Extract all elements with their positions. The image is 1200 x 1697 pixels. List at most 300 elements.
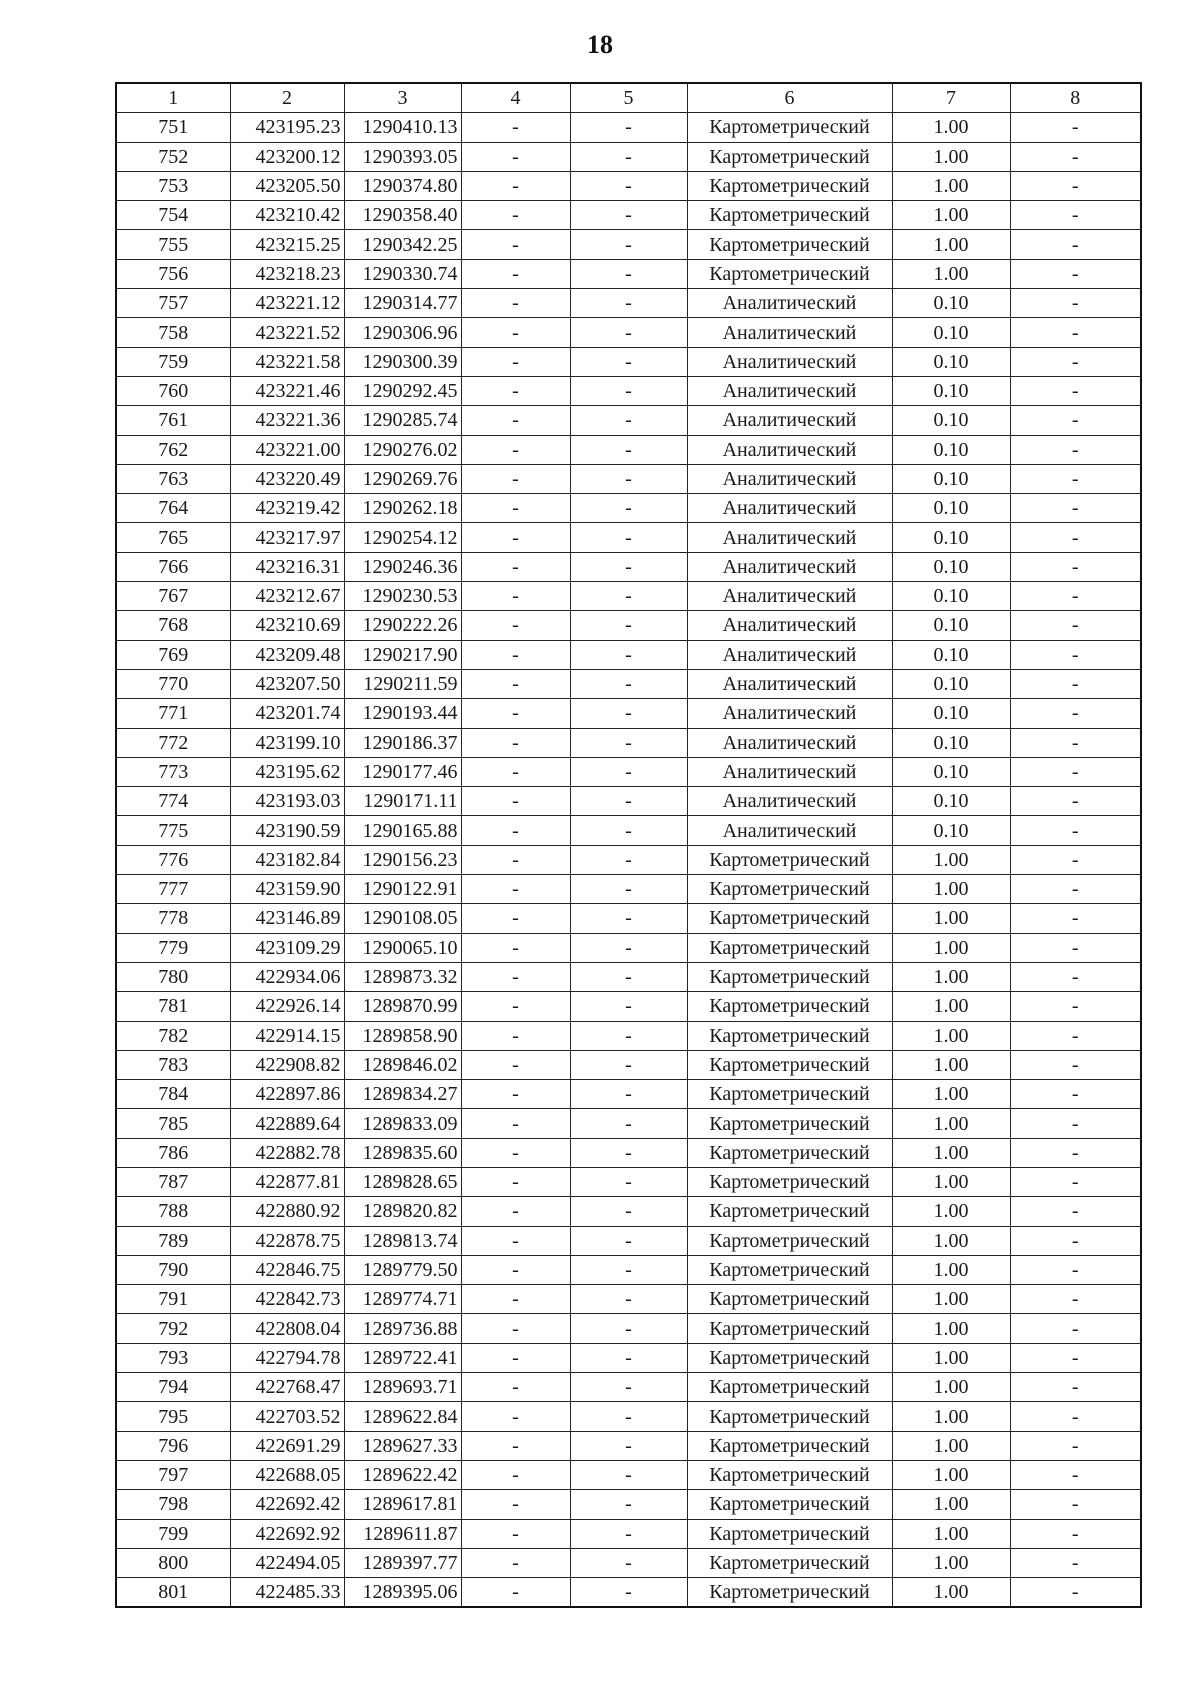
point-number-cell: 797 <box>116 1460 230 1489</box>
col4-cell: - <box>461 582 570 611</box>
col8-cell: - <box>1010 992 1141 1021</box>
accuracy-cell: 1.00 <box>892 1343 1010 1372</box>
method-cell: Картометрический <box>687 142 892 171</box>
col5-cell: - <box>570 1167 687 1196</box>
point-number-cell: 765 <box>116 523 230 552</box>
method-cell: Картометрический <box>687 962 892 991</box>
point-number-cell: 786 <box>116 1138 230 1167</box>
col8-cell: - <box>1010 523 1141 552</box>
accuracy-cell: 1.00 <box>892 1167 1010 1196</box>
col5-cell: - <box>570 494 687 523</box>
table-row <box>116 1080 1141 1109</box>
y-coordinate-cell: 1289834.27 <box>344 1080 461 1109</box>
col5-cell: - <box>570 1373 687 1402</box>
col5-cell: - <box>570 376 687 405</box>
column-header: 1 <box>116 83 230 113</box>
method-cell: Картометрический <box>687 1548 892 1577</box>
y-coordinate-cell: 1290156.23 <box>344 845 461 874</box>
col5-cell: - <box>570 582 687 611</box>
column-header: 2 <box>230 83 344 113</box>
x-coordinate-cell: 423219.42 <box>230 494 344 523</box>
method-cell: Картометрический <box>687 1431 892 1460</box>
accuracy-cell: 1.00 <box>892 1519 1010 1548</box>
col5-cell: - <box>570 787 687 816</box>
col5-cell: - <box>570 464 687 493</box>
col5-cell: - <box>570 113 687 142</box>
accuracy-cell: 1.00 <box>892 1021 1010 1050</box>
x-coordinate-cell: 423221.00 <box>230 435 344 464</box>
col4-cell: - <box>461 494 570 523</box>
col4-cell: - <box>461 1314 570 1343</box>
x-coordinate-cell: 422688.05 <box>230 1460 344 1489</box>
col8-cell: - <box>1010 787 1141 816</box>
accuracy-cell: 0.10 <box>892 376 1010 405</box>
point-number-cell: 795 <box>116 1402 230 1431</box>
method-cell: Картометрический <box>687 1285 892 1314</box>
table-row <box>116 552 1141 581</box>
table-row <box>116 201 1141 230</box>
point-number-cell: 770 <box>116 669 230 698</box>
col8-cell: - <box>1010 318 1141 347</box>
y-coordinate-cell: 1290246.36 <box>344 552 461 581</box>
col8-cell: - <box>1010 289 1141 318</box>
method-cell: Аналитический <box>687 318 892 347</box>
table-row <box>116 875 1141 904</box>
table-row <box>116 1402 1141 1431</box>
col4-cell: - <box>461 669 570 698</box>
point-number-cell: 780 <box>116 962 230 991</box>
col8-cell: - <box>1010 1021 1141 1050</box>
col5-cell: - <box>570 318 687 347</box>
col8-cell: - <box>1010 347 1141 376</box>
x-coordinate-cell: 422691.29 <box>230 1431 344 1460</box>
point-number-cell: 773 <box>116 757 230 786</box>
col8-cell: - <box>1010 1080 1141 1109</box>
y-coordinate-cell: 1290300.39 <box>344 347 461 376</box>
table-row <box>116 494 1141 523</box>
table-row <box>116 1138 1141 1167</box>
point-number-cell: 800 <box>116 1548 230 1577</box>
x-coordinate-cell: 423199.10 <box>230 728 344 757</box>
point-number-cell: 777 <box>116 875 230 904</box>
column-header: 8 <box>1010 83 1141 113</box>
y-coordinate-cell: 1290165.88 <box>344 816 461 845</box>
method-cell: Картометрический <box>687 1226 892 1255</box>
method-cell: Картометрический <box>687 1373 892 1402</box>
x-coordinate-cell: 422882.78 <box>230 1138 344 1167</box>
col8-cell: - <box>1010 1431 1141 1460</box>
x-coordinate-cell: 423146.89 <box>230 904 344 933</box>
col4-cell: - <box>461 1460 570 1489</box>
x-coordinate-cell: 423195.23 <box>230 113 344 142</box>
y-coordinate-cell: 1290217.90 <box>344 640 461 669</box>
col4-cell: - <box>461 201 570 230</box>
table-row <box>116 376 1141 405</box>
col5-cell: - <box>570 1490 687 1519</box>
col4-cell: - <box>461 406 570 435</box>
method-cell: Картометрический <box>687 1460 892 1489</box>
col8-cell: - <box>1010 582 1141 611</box>
accuracy-cell: 1.00 <box>892 962 1010 991</box>
col5-cell: - <box>570 1197 687 1226</box>
x-coordinate-cell: 423218.23 <box>230 259 344 288</box>
col5-cell: - <box>570 757 687 786</box>
col4-cell: - <box>461 1519 570 1548</box>
point-number-cell: 774 <box>116 787 230 816</box>
accuracy-cell: 1.00 <box>892 1460 1010 1489</box>
col4-cell: - <box>461 1285 570 1314</box>
col5-cell: - <box>570 1402 687 1431</box>
point-number-cell: 798 <box>116 1490 230 1519</box>
table-row <box>116 1255 1141 1284</box>
accuracy-cell: 0.10 <box>892 464 1010 493</box>
y-coordinate-cell: 1290285.74 <box>344 406 461 435</box>
point-number-cell: 768 <box>116 611 230 640</box>
col8-cell: - <box>1010 1519 1141 1548</box>
accuracy-cell: 1.00 <box>892 1138 1010 1167</box>
method-cell: Аналитический <box>687 406 892 435</box>
y-coordinate-cell: 1290186.37 <box>344 728 461 757</box>
y-coordinate-cell: 1289693.71 <box>344 1373 461 1402</box>
table-row <box>116 933 1141 962</box>
table-row <box>116 171 1141 200</box>
point-number-cell: 771 <box>116 699 230 728</box>
y-coordinate-cell: 1289617.81 <box>344 1490 461 1519</box>
col4-cell: - <box>461 1548 570 1577</box>
col5-cell: - <box>570 962 687 991</box>
col8-cell: - <box>1010 1314 1141 1343</box>
table-row <box>116 992 1141 1021</box>
x-coordinate-cell: 423212.67 <box>230 582 344 611</box>
point-number-cell: 767 <box>116 582 230 611</box>
point-number-cell: 772 <box>116 728 230 757</box>
y-coordinate-cell: 1290065.10 <box>344 933 461 962</box>
point-number-cell: 769 <box>116 640 230 669</box>
col8-cell: - <box>1010 142 1141 171</box>
point-number-cell: 753 <box>116 171 230 200</box>
table-row <box>116 728 1141 757</box>
col4-cell: - <box>461 142 570 171</box>
col5-cell: - <box>570 845 687 874</box>
method-cell: Картометрический <box>687 1109 892 1138</box>
y-coordinate-cell: 1290314.77 <box>344 289 461 318</box>
accuracy-cell: 1.00 <box>892 230 1010 259</box>
col8-cell: - <box>1010 1460 1141 1489</box>
col4-cell: - <box>461 757 570 786</box>
table-row <box>116 1578 1141 1608</box>
col4-cell: - <box>461 1431 570 1460</box>
table-row <box>116 142 1141 171</box>
table-row <box>116 1021 1141 1050</box>
method-cell: Картометрический <box>687 1578 892 1608</box>
method-cell: Аналитический <box>687 816 892 845</box>
accuracy-cell: 1.00 <box>892 171 1010 200</box>
table-row <box>116 757 1141 786</box>
method-cell: Картометрический <box>687 1080 892 1109</box>
col4-cell: - <box>461 904 570 933</box>
col4-cell: - <box>461 1226 570 1255</box>
col8-cell: - <box>1010 1167 1141 1196</box>
x-coordinate-cell: 423210.69 <box>230 611 344 640</box>
point-number-cell: 781 <box>116 992 230 1021</box>
y-coordinate-cell: 1289833.09 <box>344 1109 461 1138</box>
method-cell: Картометрический <box>687 171 892 200</box>
y-coordinate-cell: 1289611.87 <box>344 1519 461 1548</box>
table-row <box>116 1460 1141 1489</box>
col8-cell: - <box>1010 1402 1141 1431</box>
y-coordinate-cell: 1290171.11 <box>344 787 461 816</box>
table-row <box>116 259 1141 288</box>
point-number-cell: 784 <box>116 1080 230 1109</box>
col5-cell: - <box>570 1519 687 1548</box>
method-cell: Картометрический <box>687 1343 892 1372</box>
method-cell: Аналитический <box>687 523 892 552</box>
y-coordinate-cell: 1289813.74 <box>344 1226 461 1255</box>
method-cell: Картометрический <box>687 259 892 288</box>
col8-cell: - <box>1010 845 1141 874</box>
method-cell: Картометрический <box>687 230 892 259</box>
col5-cell: - <box>570 201 687 230</box>
y-coordinate-cell: 1290292.45 <box>344 376 461 405</box>
y-coordinate-cell: 1290276.02 <box>344 435 461 464</box>
accuracy-cell: 0.10 <box>892 757 1010 786</box>
table-row <box>116 464 1141 493</box>
col5-cell: - <box>570 669 687 698</box>
method-cell: Аналитический <box>687 611 892 640</box>
point-number-cell: 799 <box>116 1519 230 1548</box>
table-row <box>116 1490 1141 1519</box>
col4-cell: - <box>461 1343 570 1372</box>
col5-cell: - <box>570 933 687 962</box>
table-row <box>116 406 1141 435</box>
col8-cell: - <box>1010 552 1141 581</box>
method-cell: Аналитический <box>687 728 892 757</box>
col4-cell: - <box>461 1402 570 1431</box>
accuracy-cell: 1.00 <box>892 1578 1010 1608</box>
col8-cell: - <box>1010 1285 1141 1314</box>
x-coordinate-cell: 422794.78 <box>230 1343 344 1372</box>
y-coordinate-cell: 1290193.44 <box>344 699 461 728</box>
col4-cell: - <box>461 1490 570 1519</box>
accuracy-cell: 0.10 <box>892 318 1010 347</box>
col8-cell: - <box>1010 259 1141 288</box>
col8-cell: - <box>1010 376 1141 405</box>
y-coordinate-cell: 1289828.65 <box>344 1167 461 1196</box>
col5-cell: - <box>570 875 687 904</box>
col4-cell: - <box>461 1167 570 1196</box>
table-row <box>116 904 1141 933</box>
table-row <box>116 1314 1141 1343</box>
accuracy-cell: 1.00 <box>892 1373 1010 1402</box>
col5-cell: - <box>570 611 687 640</box>
point-number-cell: 778 <box>116 904 230 933</box>
column-header: 3 <box>344 83 461 113</box>
method-cell: Аналитический <box>687 669 892 698</box>
x-coordinate-cell: 422846.75 <box>230 1255 344 1284</box>
accuracy-cell: 0.10 <box>892 347 1010 376</box>
y-coordinate-cell: 1290342.25 <box>344 230 461 259</box>
col4-cell: - <box>461 289 570 318</box>
y-coordinate-cell: 1289627.33 <box>344 1431 461 1460</box>
column-header: 4 <box>461 83 570 113</box>
col8-cell: - <box>1010 1226 1141 1255</box>
accuracy-cell: 1.00 <box>892 1431 1010 1460</box>
y-coordinate-cell: 1290222.26 <box>344 611 461 640</box>
col4-cell: - <box>461 435 570 464</box>
column-header: 7 <box>892 83 1010 113</box>
col4-cell: - <box>461 1373 570 1402</box>
col5-cell: - <box>570 728 687 757</box>
x-coordinate-cell: 423220.49 <box>230 464 344 493</box>
table-row <box>116 1050 1141 1079</box>
col8-cell: - <box>1010 757 1141 786</box>
x-coordinate-cell: 422703.52 <box>230 1402 344 1431</box>
table-row <box>116 816 1141 845</box>
col8-cell: - <box>1010 1548 1141 1577</box>
col5-cell: - <box>570 230 687 259</box>
accuracy-cell: 0.10 <box>892 523 1010 552</box>
point-number-cell: 791 <box>116 1285 230 1314</box>
method-cell: Картометрический <box>687 1197 892 1226</box>
col5-cell: - <box>570 1109 687 1138</box>
x-coordinate-cell: 423200.12 <box>230 142 344 171</box>
point-number-cell: 755 <box>116 230 230 259</box>
point-number-cell: 783 <box>116 1050 230 1079</box>
accuracy-cell: 0.10 <box>892 787 1010 816</box>
col4-cell: - <box>461 640 570 669</box>
col8-cell: - <box>1010 1255 1141 1284</box>
table-row <box>116 230 1141 259</box>
table-row <box>116 669 1141 698</box>
col5-cell: - <box>570 1548 687 1577</box>
col5-cell: - <box>570 523 687 552</box>
col4-cell: - <box>461 1197 570 1226</box>
y-coordinate-cell: 1290330.74 <box>344 259 461 288</box>
table-row <box>116 845 1141 874</box>
method-cell: Картометрический <box>687 933 892 962</box>
table-row <box>116 611 1141 640</box>
point-number-cell: 801 <box>116 1578 230 1608</box>
col8-cell: - <box>1010 816 1141 845</box>
table-row <box>116 318 1141 347</box>
x-coordinate-cell: 422897.86 <box>230 1080 344 1109</box>
col5-cell: - <box>570 1080 687 1109</box>
col8-cell: - <box>1010 435 1141 464</box>
col8-cell: - <box>1010 875 1141 904</box>
table-row <box>116 787 1141 816</box>
col8-cell: - <box>1010 1373 1141 1402</box>
col4-cell: - <box>461 318 570 347</box>
table-row <box>116 962 1141 991</box>
point-number-cell: 759 <box>116 347 230 376</box>
x-coordinate-cell: 423205.50 <box>230 171 344 200</box>
col4-cell: - <box>461 933 570 962</box>
y-coordinate-cell: 1289870.99 <box>344 992 461 1021</box>
accuracy-cell: 1.00 <box>892 1050 1010 1079</box>
x-coordinate-cell: 422768.47 <box>230 1373 344 1402</box>
table-row <box>116 582 1141 611</box>
accuracy-cell: 1.00 <box>892 992 1010 1021</box>
point-number-cell: 790 <box>116 1255 230 1284</box>
col5-cell: - <box>570 1460 687 1489</box>
point-number-cell: 793 <box>116 1343 230 1372</box>
col8-cell: - <box>1010 113 1141 142</box>
col5-cell: - <box>570 406 687 435</box>
x-coordinate-cell: 423195.62 <box>230 757 344 786</box>
method-cell: Картометрический <box>687 1167 892 1196</box>
x-coordinate-cell: 422880.92 <box>230 1197 344 1226</box>
accuracy-cell: 1.00 <box>892 875 1010 904</box>
col4-cell: - <box>461 611 570 640</box>
y-coordinate-cell: 1289846.02 <box>344 1050 461 1079</box>
accuracy-cell: 0.10 <box>892 816 1010 845</box>
col5-cell: - <box>570 1050 687 1079</box>
y-coordinate-cell: 1289395.06 <box>344 1578 461 1608</box>
col8-cell: - <box>1010 699 1141 728</box>
y-coordinate-cell: 1290108.05 <box>344 904 461 933</box>
table-row <box>116 1226 1141 1255</box>
accuracy-cell: 1.00 <box>892 1255 1010 1284</box>
y-coordinate-cell: 1290393.05 <box>344 142 461 171</box>
x-coordinate-cell: 422808.04 <box>230 1314 344 1343</box>
point-number-cell: 763 <box>116 464 230 493</box>
col5-cell: - <box>570 1138 687 1167</box>
accuracy-cell: 1.00 <box>892 845 1010 874</box>
x-coordinate-cell: 423159.90 <box>230 875 344 904</box>
y-coordinate-cell: 1290262.18 <box>344 494 461 523</box>
coordinates-table <box>115 82 1142 1608</box>
col4-cell: - <box>461 113 570 142</box>
col8-cell: - <box>1010 1197 1141 1226</box>
table-body <box>116 113 1141 1608</box>
y-coordinate-cell: 1289622.42 <box>344 1460 461 1489</box>
col4-cell: - <box>461 699 570 728</box>
y-coordinate-cell: 1289722.41 <box>344 1343 461 1372</box>
x-coordinate-cell: 422926.14 <box>230 992 344 1021</box>
col5-cell: - <box>570 1343 687 1372</box>
x-coordinate-cell: 423210.42 <box>230 201 344 230</box>
method-cell: Аналитический <box>687 552 892 581</box>
x-coordinate-cell: 423216.31 <box>230 552 344 581</box>
y-coordinate-cell: 1290374.80 <box>344 171 461 200</box>
col8-cell: - <box>1010 904 1141 933</box>
table-row <box>116 640 1141 669</box>
accuracy-cell: 0.10 <box>892 552 1010 581</box>
col4-cell: - <box>461 1021 570 1050</box>
accuracy-cell: 0.10 <box>892 582 1010 611</box>
point-number-cell: 789 <box>116 1226 230 1255</box>
col5-cell: - <box>570 347 687 376</box>
y-coordinate-cell: 1290211.59 <box>344 669 461 698</box>
point-number-cell: 776 <box>116 845 230 874</box>
method-cell: Картометрический <box>687 1402 892 1431</box>
y-coordinate-cell: 1290254.12 <box>344 523 461 552</box>
accuracy-cell: 1.00 <box>892 113 1010 142</box>
col8-cell: - <box>1010 171 1141 200</box>
x-coordinate-cell: 423217.97 <box>230 523 344 552</box>
col5-cell: - <box>570 992 687 1021</box>
accuracy-cell: 1.00 <box>892 201 1010 230</box>
method-cell: Аналитический <box>687 376 892 405</box>
accuracy-cell: 1.00 <box>892 1314 1010 1343</box>
column-header: 5 <box>570 83 687 113</box>
col5-cell: - <box>570 289 687 318</box>
method-cell: Картометрический <box>687 201 892 230</box>
col4-cell: - <box>461 875 570 904</box>
col5-cell: - <box>570 552 687 581</box>
column-header: 6 <box>687 83 892 113</box>
point-number-cell: 751 <box>116 113 230 142</box>
